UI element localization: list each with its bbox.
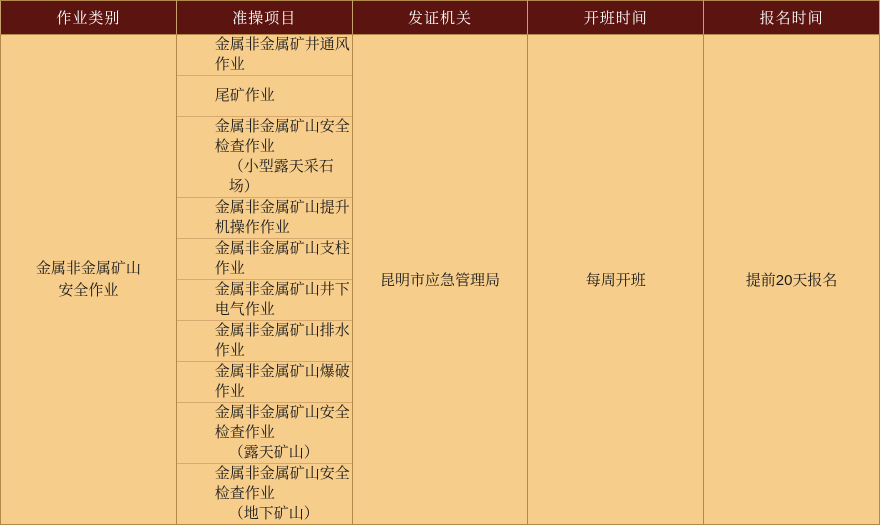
list-item <box>177 239 352 280</box>
item-line-1: 金属非金属矿山安全检查作业 <box>214 404 350 441</box>
item-line-2: （露天矿山） <box>228 444 319 461</box>
column-header-signup-time: 报名时间 <box>704 1 880 35</box>
item-text: 金属非金属矿山井下电气作业 <box>177 280 352 321</box>
table-header <box>1 1 880 35</box>
item-text: 金属非金属矿山支柱作业 <box>177 239 352 280</box>
cell-class-time: 每周开班 <box>528 35 704 525</box>
item-text-multiline <box>177 403 352 464</box>
cell-category <box>1 35 177 525</box>
list-item <box>177 362 352 403</box>
list-item <box>177 280 352 321</box>
table-row <box>1 35 880 525</box>
category-line-1: 金属非金属矿山 <box>35 259 141 277</box>
cell-signup-time: 提前20天报名 <box>704 35 880 525</box>
table-header-row <box>1 1 880 35</box>
item-line-2: （小型露天采石场） <box>228 158 334 195</box>
item-text: 金属非金属矿井通风作业 <box>177 35 352 76</box>
cell-items <box>176 35 352 525</box>
list-item <box>177 198 352 239</box>
category-line-2: 安全作业 <box>58 281 119 299</box>
item-text-multiline <box>177 117 352 198</box>
list-item <box>177 117 352 198</box>
list-item <box>177 403 352 464</box>
items-list <box>177 35 352 524</box>
item-text-multiline <box>177 464 352 525</box>
list-item <box>177 35 352 76</box>
table-body <box>1 35 880 525</box>
item-text: 金属非金属矿山提升机操作作业 <box>177 198 352 239</box>
item-line-1: 金属非金属矿山安全检查作业 <box>214 118 350 155</box>
list-item <box>177 76 352 117</box>
item-text: 尾矿作业 <box>177 76 352 117</box>
column-header-category: 作业类别 <box>1 1 177 35</box>
column-header-class-time: 开班时间 <box>528 1 704 35</box>
item-text: 金属非金属矿山爆破作业 <box>177 362 352 403</box>
item-text: 金属非金属矿山排水作业 <box>177 321 352 362</box>
item-line-2: （地下矿山） <box>228 505 319 522</box>
column-header-organization: 发证机关 <box>352 1 528 35</box>
item-line-1: 金属非金属矿山安全检查作业 <box>214 465 350 502</box>
cell-organization: 昆明市应急管理局 <box>352 35 528 525</box>
list-item <box>177 321 352 362</box>
list-item <box>177 464 352 525</box>
column-header-items: 准操项目 <box>176 1 352 35</box>
